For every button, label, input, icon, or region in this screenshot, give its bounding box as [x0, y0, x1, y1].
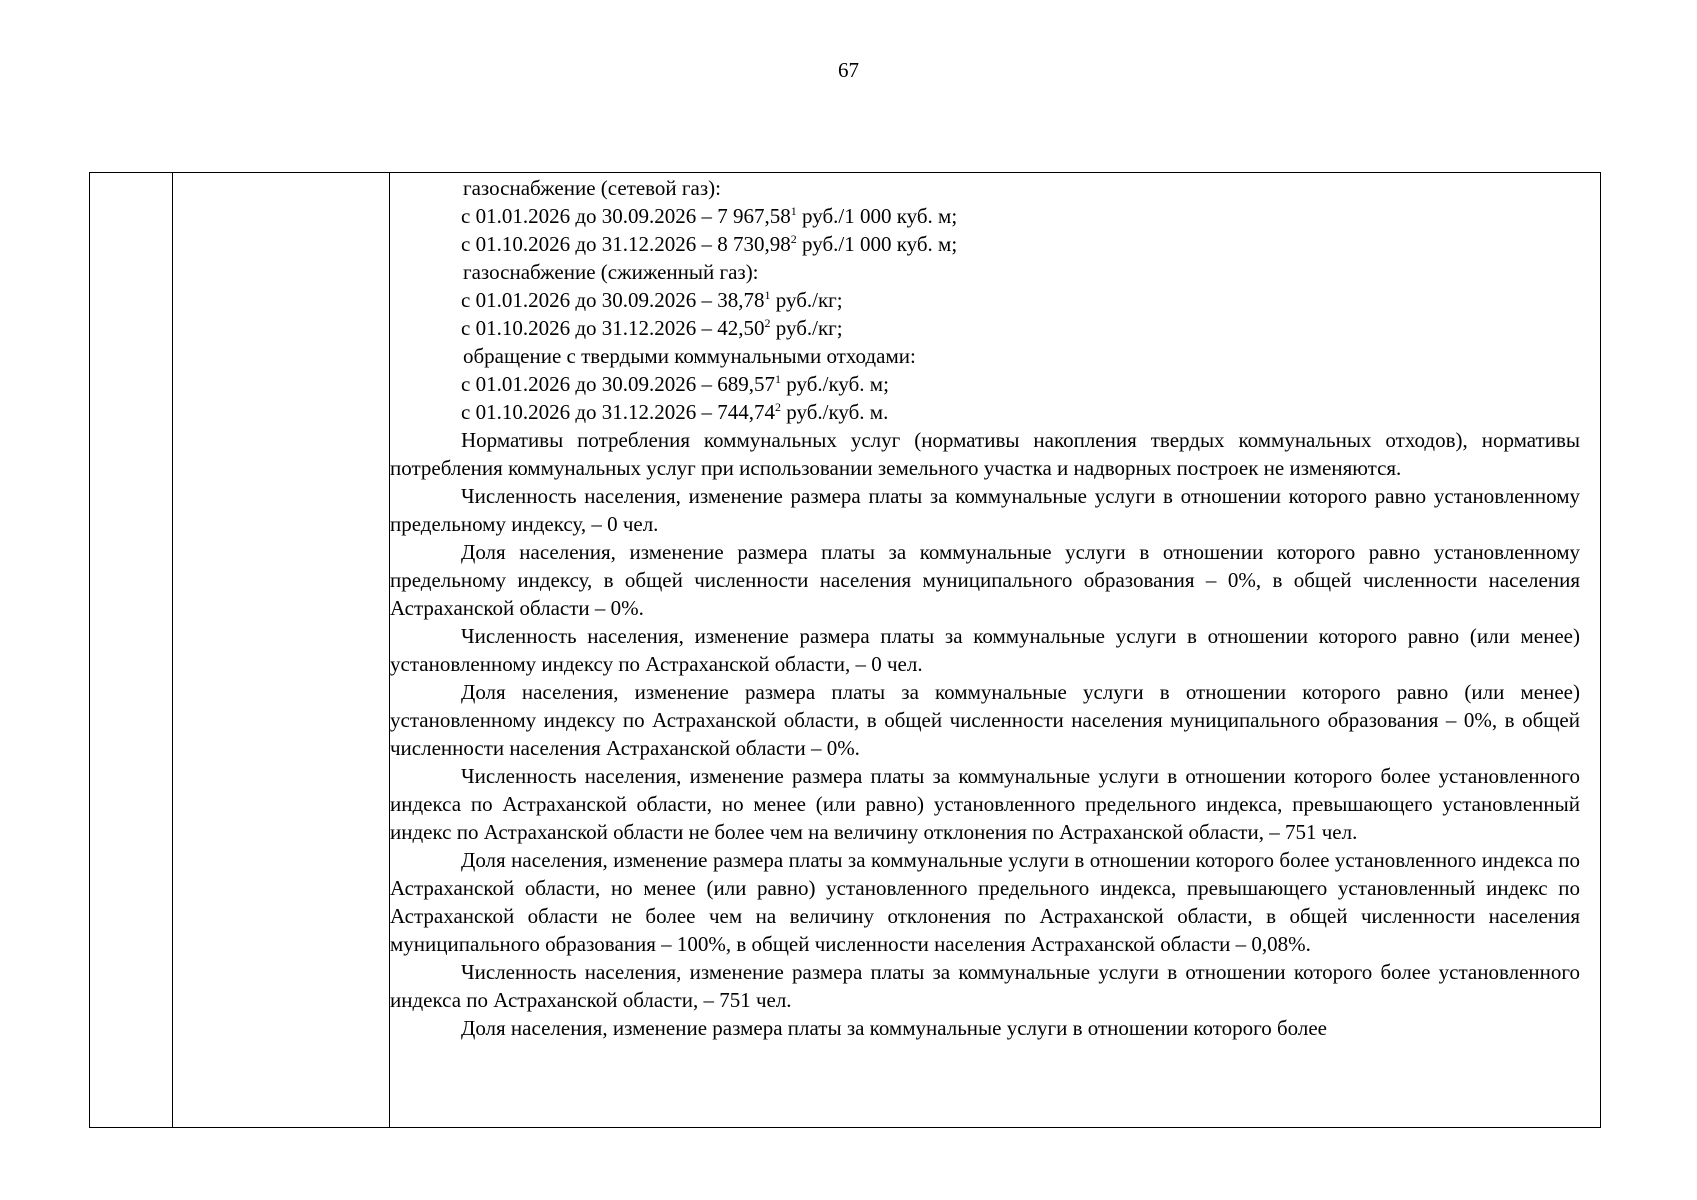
footnote-marker: 2 [790, 232, 797, 246]
paragraph: Численность населения, изменение размера платы за коммунальные услуги в отношении которого равно (или менее) установленному индексу по Астраханской области, – 0 чел. [390, 624, 1580, 676]
footnote-marker: 2 [764, 316, 771, 330]
tariff-entry: с 01.10.2026 до 31.12.2026 – 42,50$^2$ руб./кг; [461, 316, 843, 340]
footnote-marker: 1 [775, 372, 782, 386]
tariff-heading: газоснабжение (сетевой газ): [463, 176, 721, 200]
tariff-entry: с 01.01.2026 до 30.09.2026 – 689,57$^1$ руб./куб. м; [461, 372, 889, 396]
tariff-entry: с 01.10.2026 до 31.12.2026 – 8 730,98$^2$ руб./1 000 куб. м; [461, 232, 958, 256]
table-cell-content [390, 174, 1580, 1042]
table-column-divider [172, 173, 173, 1127]
footnote-marker: 1 [764, 288, 771, 302]
paragraph: Доля населения, изменение размера платы за коммунальные услуги в отношении которого более [461, 1016, 1328, 1040]
tariff-heading: обращение с твердыми коммунальными отходами: [463, 344, 916, 368]
paragraph: Численность населения, изменение размера платы за коммунальные услуги в отношении которого более установленного индекса по Астраханской области, – 751 чел. [390, 960, 1580, 1012]
footnote-marker: 1 [790, 204, 797, 218]
tariff-entry: с 01.10.2026 до 31.12.2026 – 744,74$^2$ руб./куб. м. [461, 400, 889, 424]
tariff-heading: газоснабжение (сжиженный газ): [463, 260, 759, 284]
paragraph: Доля населения, изменение размера платы за коммунальные услуги в отношении которого равно установленному предельному индексу, в общей численности населения муниципального образования – 0%, в общей численности населения Астраханской области – 0%. [390, 540, 1580, 620]
tariff-entry: с 01.01.2026 до 30.09.2026 – 38,78$^1$ руб./кг; [461, 288, 843, 312]
paragraph: Доля населения, изменение размера платы за коммунальные услуги в отношении которого более установленного индекса по Астраханской области, но менее (или равно) установленного предельного индекса, превышающего установленный индекс по Астраханской области не более чем на величину отклонения по Астраханской области, в общей численности населения муниципального образования – 100%, в общей численности населения Астраханской области – 0,08%. [390, 848, 1580, 956]
document-table [89, 172, 1601, 1128]
footnote-marker: 2 [775, 400, 782, 414]
paragraph: Доля населения, изменение размера платы за коммунальные услуги в отношении которого равно (или менее) установленному индексу по Астраханской области, в общей численности населения муниципального образования – 0%, в общей численности населения Астраханской области – 0%. [390, 680, 1580, 760]
page-number: 67 [838, 58, 859, 82]
paragraph: Численность населения, изменение размера платы за коммунальные услуги в отношении которого более установленного индекса по Астраханской области, но менее (или равно) установленного предельного индекса, превышающего установленный индекс по Астраханской области не более чем на величину отклонения по Астраханской области, – 751 чел. [390, 764, 1580, 844]
tariff-entry: с 01.01.2026 до 30.09.2026 – 7 967,58$^1$ руб./1 000 куб. м; [461, 204, 958, 228]
paragraph: Нормативы потребления коммунальных услуг (нормативы накопления твердых коммунальных отходов), нормативы потребления коммунальных услуг при использовании земельного участка и надворных построек не изменяются. [390, 428, 1580, 480]
paragraph: Численность населения, изменение размера платы за коммунальные услуги в отношении которого равно установленному предельному индексу, – 0 чел. [390, 484, 1580, 536]
